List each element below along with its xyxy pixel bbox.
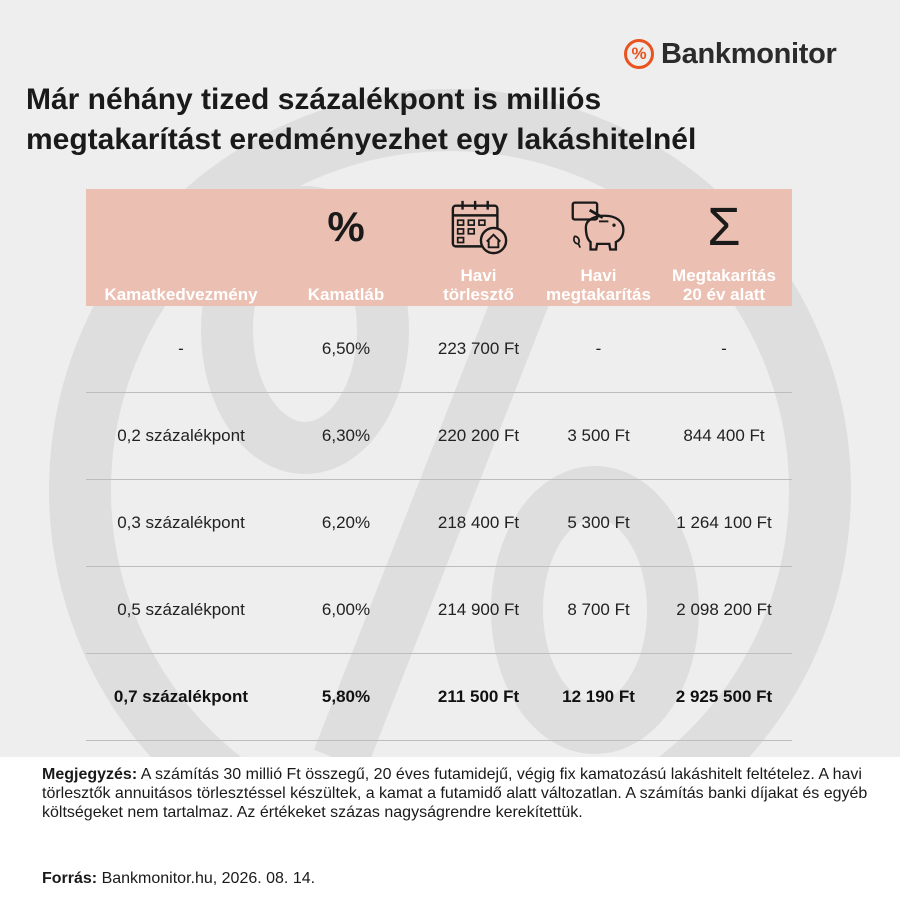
header-total-saving — [656, 189, 792, 306]
note-text: A számítás 30 millió Ft összegű, 20 éves futamidejű, végig fix kamatozású lakáshitelt feltételez. A havi törlesztők annuitásos törlesztéssel készültek, a kamat a futamidő alatt változatlan. A számítás banki díjakat és egyéb költségeket nem tartalmaz. Az értékeket százas nagyságrendre kerekítettük. — [42, 766, 868, 821]
monthly-saving-cell: 5 300 Ft — [567, 513, 630, 532]
header-label-total-saving: Megtakarítás 20 év alatt — [672, 266, 776, 304]
monthly-payment-cell: 220 200 Ft — [437, 426, 520, 445]
monthly-saving-cell: 12 190 Ft — [562, 687, 635, 706]
brand-name: Bankmonitor — [661, 37, 837, 70]
monthly-payment-cell: 218 400 Ft — [437, 513, 520, 532]
sigma-icon: Σ — [707, 197, 741, 257]
rate-cell: 6,50% — [321, 339, 371, 358]
header-monthly-payment — [416, 189, 541, 306]
discount-cell: - — [178, 339, 184, 358]
total-saving-cell: - — [721, 339, 727, 358]
monthly-saving-cell: 3 500 Ft — [567, 426, 630, 445]
calendar-house-icon — [449, 197, 509, 257]
discount-cell: 0,2 százalékpont — [117, 426, 245, 445]
discount-cell: 0,7 százalékpont — [113, 687, 249, 706]
total-saving-cell: 844 400 Ft — [683, 426, 765, 445]
table-row — [86, 654, 792, 741]
discount-cell: 0,3 százalékpont — [117, 513, 245, 532]
table-header — [86, 189, 792, 306]
table-row — [86, 567, 792, 654]
monthly-saving-cell: - — [595, 339, 602, 358]
header-label-discount: Kamatkedvezmény — [104, 285, 258, 304]
source-label: Forrás: — [42, 870, 98, 887]
source — [42, 869, 315, 888]
monthly-payment-cell: 214 900 Ft — [437, 600, 520, 619]
table-row — [86, 480, 792, 567]
page-title — [26, 80, 826, 160]
note-label: Megjegyzés: — [42, 766, 138, 783]
header-label-monthly-payment: Havi törlesztő — [443, 266, 514, 304]
table-row — [86, 393, 792, 480]
monthly-payment-cell: 211 500 Ft — [437, 687, 520, 706]
note — [42, 765, 887, 822]
title-line-2: megtakarítást eredményezhet egy lakáshitelnél — [26, 123, 697, 156]
header-label-rate: Kamatláb — [307, 285, 385, 304]
total-saving-cell: 1 264 100 Ft — [676, 513, 772, 532]
rate-cell: 6,30% — [321, 426, 371, 445]
title-line-1: Már néhány tized százalékpont is milliós — [26, 83, 602, 116]
header-rate — [276, 189, 416, 306]
monthly-saving-cell: 8 700 Ft — [567, 600, 630, 619]
discount-cell: 0,5 százalékpont — [117, 600, 245, 619]
percent-logo-icon: % — [624, 39, 654, 69]
header-monthly-saving — [541, 189, 656, 306]
rate-cell: 6,20% — [321, 513, 371, 532]
table-row — [86, 306, 792, 393]
header-discount — [86, 189, 276, 306]
piggy-bank-icon — [569, 197, 629, 257]
total-saving-cell: 2 098 200 Ft — [676, 600, 772, 619]
brand-logo — [624, 36, 837, 72]
source-text: Bankmonitor.hu, 2026. 08. 14. — [97, 870, 316, 887]
rate-cell: 5,80% — [321, 687, 371, 706]
percent-icon: % — [327, 203, 365, 250]
monthly-payment-cell: 223 700 Ft — [437, 339, 520, 358]
rate-cell: 6,00% — [321, 600, 371, 619]
header-label-monthly-saving: Havi megtakarítás — [546, 266, 651, 304]
total-saving-cell: 2 925 500 Ft — [675, 687, 773, 706]
